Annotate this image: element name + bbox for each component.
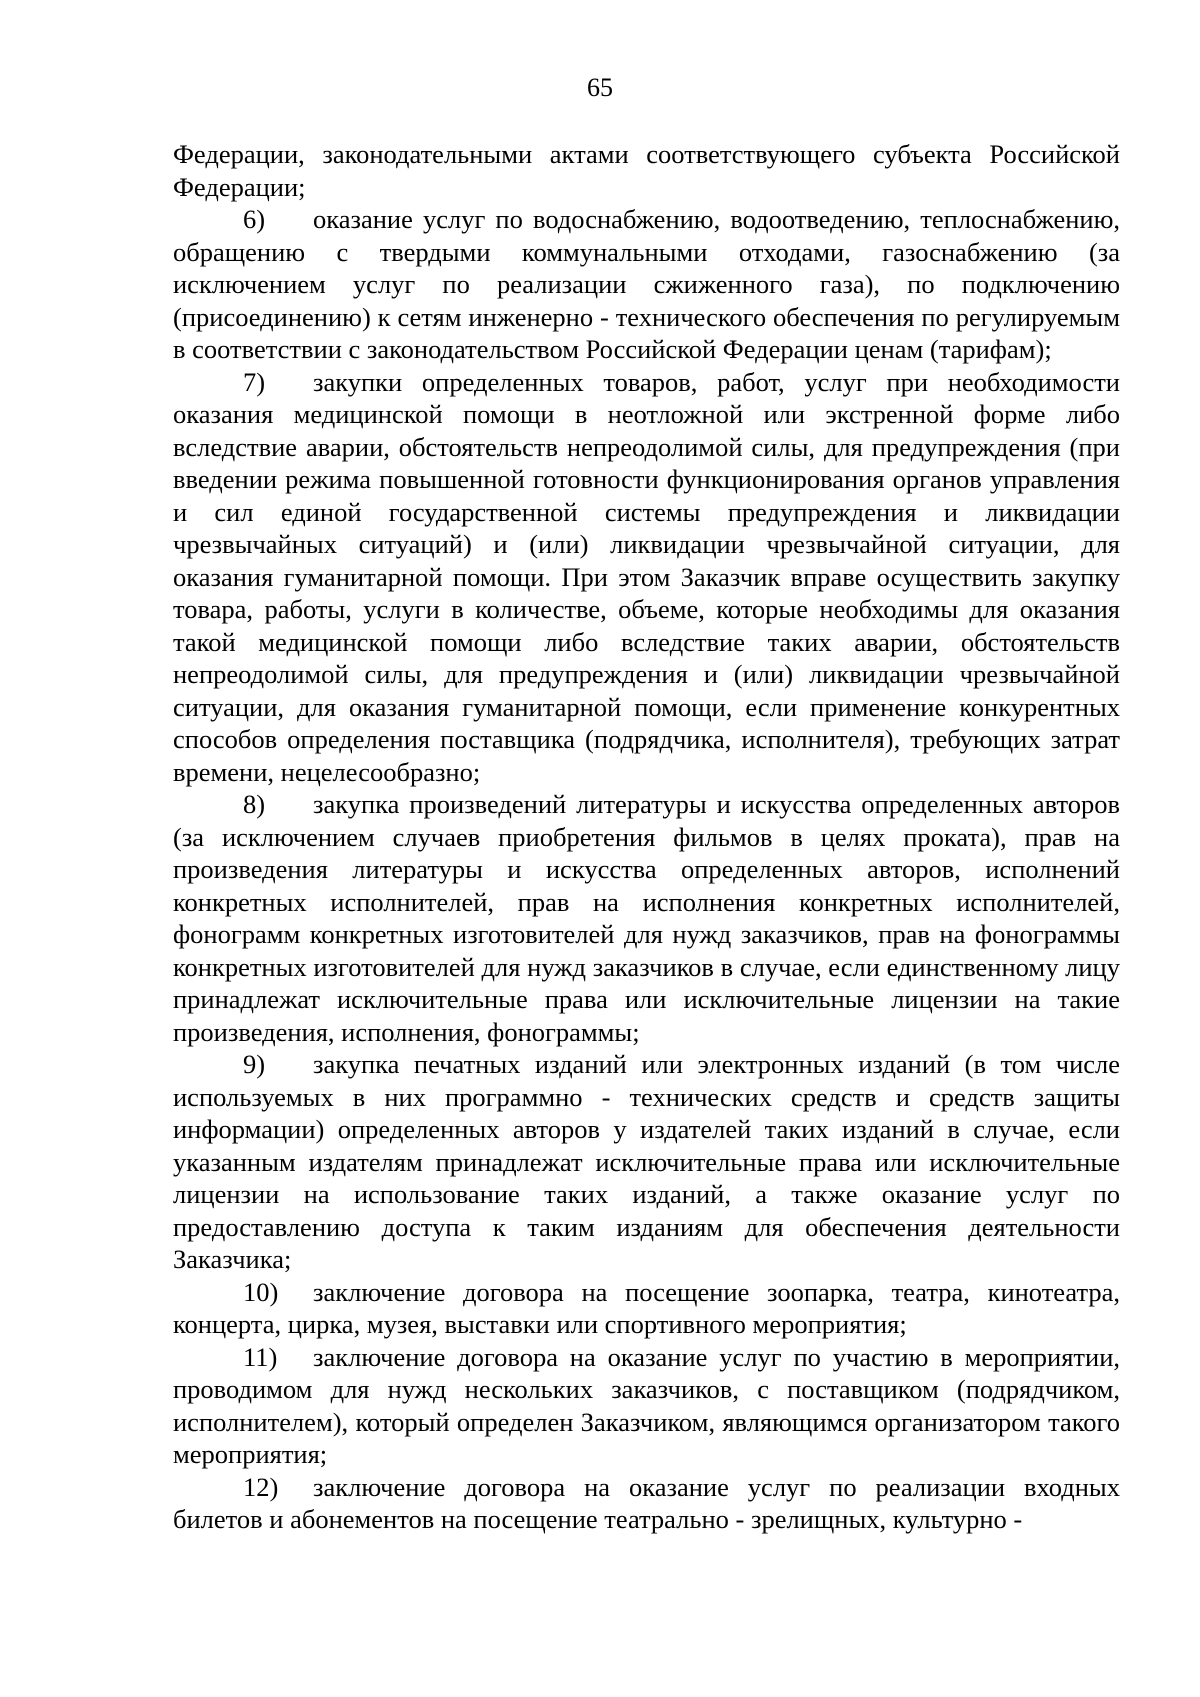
list-item-text: заключение договора на посещение зоопарка, театра, кинотеатра, концерта, цирка, музея, выставки или спортивного мероприятия; [173,1276,1120,1339]
list-item-7 [173,366,1120,789]
paragraph-continuation [173,138,1120,203]
list-item-12 [173,1471,1120,1536]
list-item-9 [173,1048,1120,1276]
list-item-number: 10) [243,1276,279,1307]
list-item-6 [173,203,1120,366]
list-item-number: 12) [243,1471,279,1502]
list-item-text: закупки определенных товаров, работ, услуг при необходимости оказания медицинской помощи в неотложной или экстренной форме либо вследствие аварии, обстоятельств непреодолимой силы, для предупреждения (при введении режима повышенной готовности функционирования органов управления и сил единой государственной системы предупреждения и ликвидации чрезвычайных ситуаций) и (или) ликвидации чрезвычайной ситуации, для оказания гуманитарной помощи. При этом Заказчик вправе осуществить закупку товара, работы, услуги в количестве, объеме, которые необходимы для оказания такой медицинской помощи либо вследствие таких аварии, обстоятельств непреодолимой силы, для предупреждения и (или) ликвидации чрезвычайной ситуации, для оказания гуманитарной помощи, если применение конкурентных способов определения поставщика (подрядчика, исполнителя), требующих затрат времени, нецелесообразно; [173,366,1120,787]
list-item-8 [173,788,1120,1048]
list-item-11 [173,1341,1120,1471]
list-item-number: 8) [243,789,266,819]
list-item-text: заключение договора на оказание услуг по реализации входных билетов и абонементов на посещение театрально - зрелищных, культурно - [173,1471,1120,1534]
list-item-text: закупка произведений литературы и искусства определенных авторов (за исключением случаев приобретения фильмов в целях проката), прав на произведения литературы и искусства определенных авторов, исполнений конкретных исполнителей, прав на исполнения конкретных исполнителей, фонограмм конкретных изготовителей для нужд заказчиков, прав на фонограммы конкретных изготовителей для нужд заказчиков в случае, если единственному лицу принадлежат исключительные права или исключительные лицензии на такие произведения, исполнения, фонограммы; [173,789,1120,1047]
list-item-number: 7) [243,366,266,397]
paragraph-text: Федерации, законодательными актами соответствующего субъекта Российской Федерации; [173,139,1120,202]
list-item-10 [173,1276,1120,1341]
list-item-text: закупка печатных изданий или электронных изданий (в том числе используемых в них программно - технических средств и средств защиты информации) определенных авторов у издателей таких изданий в случае, если указанным издателям принадлежат исключительные права или исключительные лицензии на использование таких изданий, а также оказание услуг по предоставлению доступа к таким изданиям для обеспечения деятельности Заказчика; [173,1049,1120,1274]
list-item-number: 11) [243,1341,278,1372]
list-item-number: 6) [243,204,266,234]
page-number: 65 [587,73,613,102]
list-item-text: оказание услуг по водоснабжению, водоотведению, теплоснабжению, обращению с твердыми коммунальными отходами, газоснабжению (за исключением услуг по реализации сжиженного газа), по подключению (присоединению) к сетям инженерно - технического обеспечения по регулируемым в соответствии с законодательством Российской Федерации ценам (тарифам); [173,204,1120,364]
list-item-number: 9) [243,1049,266,1079]
document-body [173,138,1120,1536]
list-item-text: заключение договора на оказание услуг по участию в мероприятии, проводимом для нужд нескольких заказчиков, с поставщиком (подрядчиком, исполнителем), который определен Заказчиком, являющимся организатором такого мероприятия; [173,1341,1120,1469]
